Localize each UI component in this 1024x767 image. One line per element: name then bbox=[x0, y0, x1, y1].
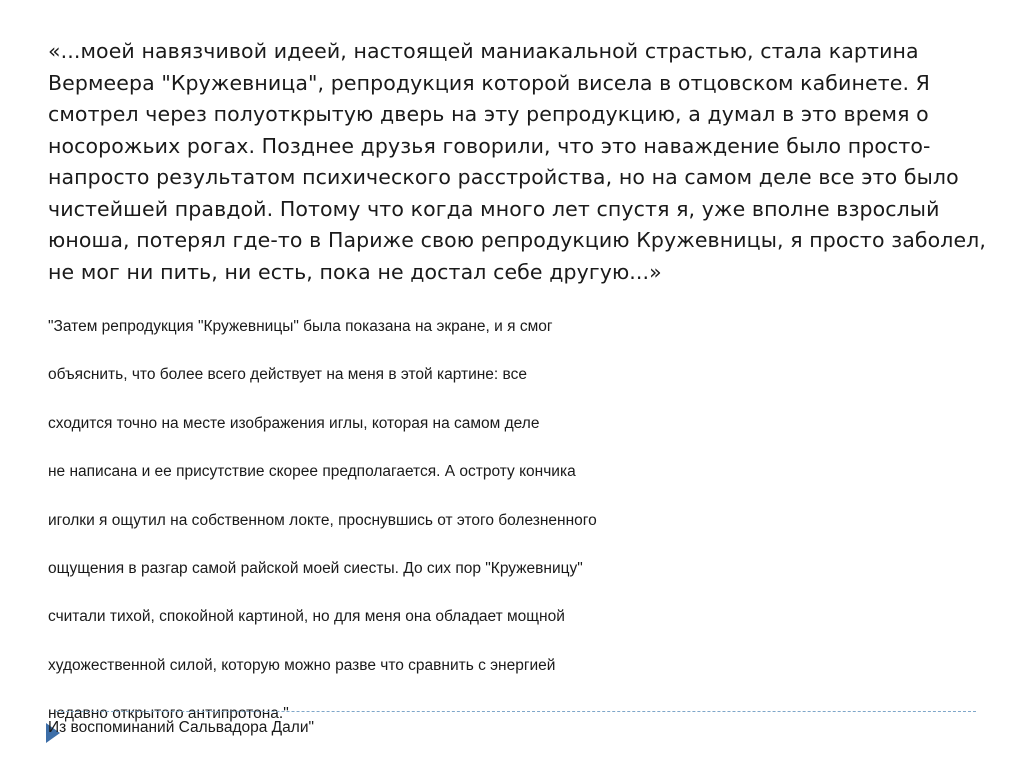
body-line: объяснить, что более всего действует на меня в этой картине: все bbox=[48, 366, 527, 384]
quote-block bbox=[48, 36, 988, 288]
footer-divider bbox=[56, 711, 976, 712]
quote-line: чистейшей правдой. Потому что когда много лет спустя я, уже вполне взрослый bbox=[48, 196, 940, 221]
body-line: сходится точно на месте изображения иглы, которая на самом деле bbox=[48, 414, 540, 432]
body-line: ощущения в разгар самой райской моей сиесты. До сих пор "Кружевницу" bbox=[48, 559, 583, 577]
body-line: иголки я ощутил на собственном локте, проснувшись от этого болезненного bbox=[48, 511, 597, 529]
body-line: считали тихой, спокойной картиной, но для меня она обладает мощной bbox=[48, 608, 565, 626]
body-line: "Затем репродукция "Кружевницы" была показана на экране, и я смог bbox=[48, 318, 553, 335]
body-line: недавно открытого антипротона." bbox=[48, 705, 289, 723]
quote-line: Вермеера "Кружевница", репродукция которой висела в отцовском кабинете. Я bbox=[48, 70, 931, 95]
quote-line: юноша, потерял где-то в Париже свою репродукцию Кружевницы, я просто заболел, bbox=[48, 228, 986, 252]
quote-line: не мог ни пить, ни есть, пока не достал себе другую...» bbox=[48, 259, 662, 284]
body-text bbox=[48, 318, 948, 754]
quote-line: носорожьих рогах. Позднее друзья говорили, что это наваждение было просто- bbox=[48, 133, 931, 158]
quote-line: «...моей навязчивой идеей, настоящей маниакальной страстью, стала картина bbox=[48, 39, 919, 63]
body-line: не написана и ее присутствие скорее предполагается. А остроту кончика bbox=[48, 463, 576, 481]
quote-line: смотрел через полуоткрытую дверь на эту репродукцию, а думал в это время о bbox=[48, 102, 929, 126]
quote-line: напросто результатом психического расстройства, но на самом деле все это было bbox=[48, 165, 959, 189]
attribution: Из воспоминаний Сальвадора Дали" bbox=[48, 719, 314, 736]
body-line: художественной силой, которую можно разве что сравнить с энергией bbox=[48, 656, 556, 674]
